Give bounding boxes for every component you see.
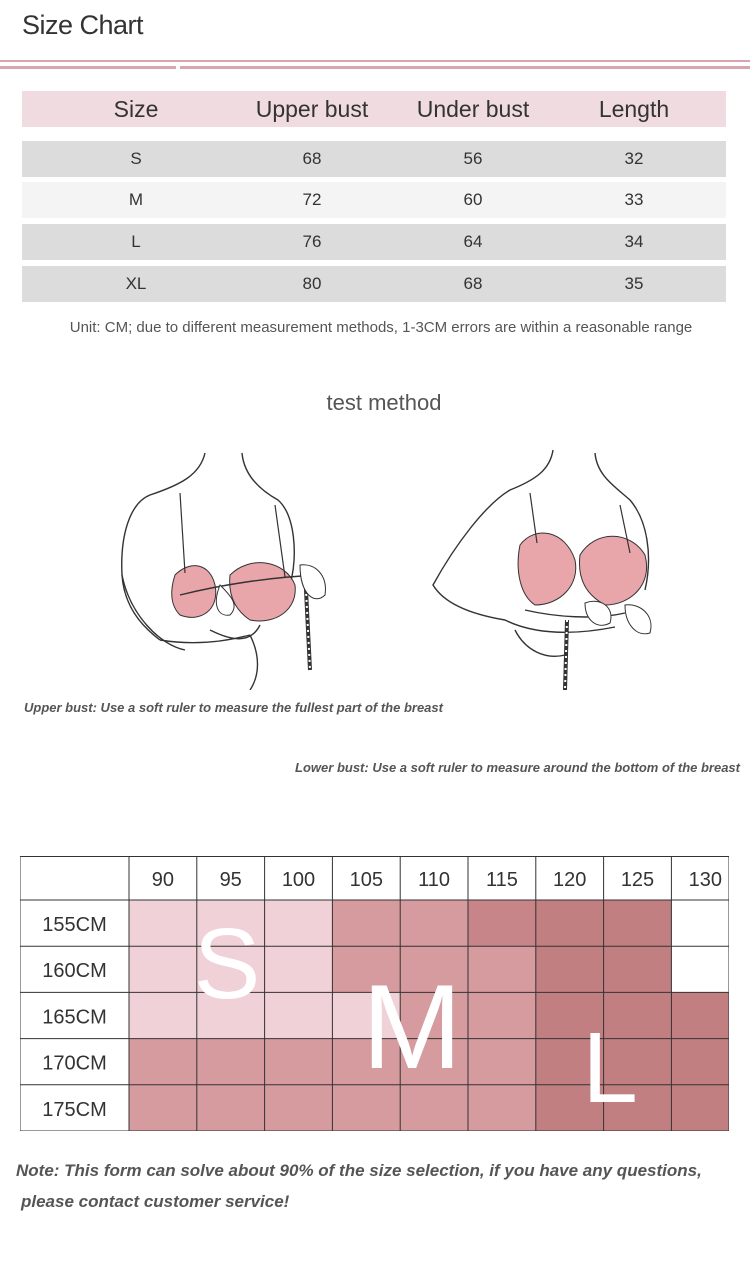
divider-gap	[176, 64, 180, 70]
size-zone-label: S	[193, 908, 261, 1020]
header-upper-bust: Upper bust	[255, 95, 369, 122]
bust-header: 115	[485, 869, 518, 891]
size-zone-label: L	[582, 1012, 638, 1124]
header-under-bust: Under bust	[416, 95, 530, 122]
grid-cell	[197, 1039, 265, 1085]
cell-under-bust: 56	[463, 149, 483, 168]
grid-cell	[604, 946, 672, 992]
grid-cell	[671, 946, 729, 992]
grid-cell	[536, 900, 604, 946]
grid-cell	[129, 946, 197, 992]
final-note	[16, 1155, 746, 1217]
grid-cell	[265, 992, 333, 1038]
size-recommendation-grid	[20, 856, 729, 1131]
cell-size: M	[128, 190, 144, 209]
cell-length: 34	[624, 232, 644, 251]
cell-length: 32	[624, 149, 644, 168]
grid-cell	[468, 900, 536, 946]
cell-under-bust: 64	[463, 232, 483, 251]
height-header: 175CM	[42, 1098, 107, 1121]
grid-cell	[604, 900, 672, 946]
grid-cell	[468, 1085, 536, 1131]
header-size: Size	[113, 95, 159, 122]
grid-cell	[265, 1039, 333, 1085]
cell-length: 35	[624, 274, 644, 293]
grid-cell	[129, 1039, 197, 1085]
size-table-header	[22, 91, 726, 127]
grid-cell	[671, 1039, 729, 1085]
bust-header: 130	[688, 869, 722, 891]
grid-cell	[468, 946, 536, 992]
upper-bust-caption: Upper bust: Use a soft ruler to measure the fullest part of the breast	[24, 700, 443, 715]
grid-cell	[129, 992, 197, 1038]
unit-note: Unit: CM; due to different measurement methods, 1-3CM errors are within a reasonable range	[69, 319, 693, 336]
cell-size: XL	[125, 274, 147, 293]
grid-cell	[671, 900, 729, 946]
table-row	[22, 141, 726, 177]
cell-upper-bust: 76	[302, 232, 322, 251]
cell-under-bust: 60	[463, 190, 483, 209]
lower-bust-caption: Lower bust: Use a soft ruler to measure around the bottom of the breast	[295, 760, 740, 775]
table-row	[22, 224, 726, 260]
upper-bust-illustration	[100, 445, 350, 690]
grid-cell	[129, 900, 197, 946]
table-row	[22, 266, 726, 302]
height-header: 165CM	[42, 1006, 107, 1029]
cell-upper-bust: 68	[302, 149, 322, 168]
page-title: Size Chart	[22, 10, 144, 40]
test-method-title: test method	[326, 390, 442, 415]
bust-header: 105	[349, 869, 383, 891]
title-divider-lower	[0, 66, 750, 69]
final-note-line-2: please contact customer service!	[21, 1192, 290, 1211]
grid-cell	[671, 992, 729, 1038]
grid-cell	[265, 946, 333, 992]
grid-cell	[400, 900, 468, 946]
bust-header: 95	[219, 869, 242, 891]
cell-size: S	[130, 149, 142, 168]
size-zone-label: M	[362, 960, 462, 1094]
bust-header: 120	[553, 869, 587, 891]
height-header: 160CM	[42, 960, 107, 983]
grid-cell	[468, 1039, 536, 1085]
bust-header: 90	[151, 869, 175, 891]
cell-size: L	[131, 232, 141, 251]
grid-cell	[332, 900, 400, 946]
table-row	[22, 182, 726, 218]
bust-header: 100	[281, 869, 316, 891]
cell-length: 33	[624, 190, 644, 209]
bust-header: 125	[620, 869, 655, 891]
final-note-line-1: Note: This form can solve about 90% of the size selection, if you have any questions,	[16, 1161, 702, 1180]
lower-bust-illustration	[425, 445, 675, 690]
title-divider	[0, 60, 750, 62]
cell-upper-bust: 80	[302, 274, 322, 293]
cell-under-bust: 68	[463, 274, 483, 293]
header-length: Length	[598, 95, 670, 122]
grid-cell	[197, 1085, 265, 1131]
cell-upper-bust: 72	[302, 190, 322, 209]
grid-cell	[468, 992, 536, 1038]
grid-cell	[265, 900, 333, 946]
height-header: 155CM	[42, 914, 107, 936]
grid-cell	[671, 1085, 729, 1131]
bust-header: 110	[418, 869, 451, 891]
grid-cell	[129, 1085, 197, 1131]
grid-cell	[536, 946, 604, 992]
grid-cell	[265, 1085, 333, 1131]
height-header: 170CM	[42, 1052, 107, 1075]
